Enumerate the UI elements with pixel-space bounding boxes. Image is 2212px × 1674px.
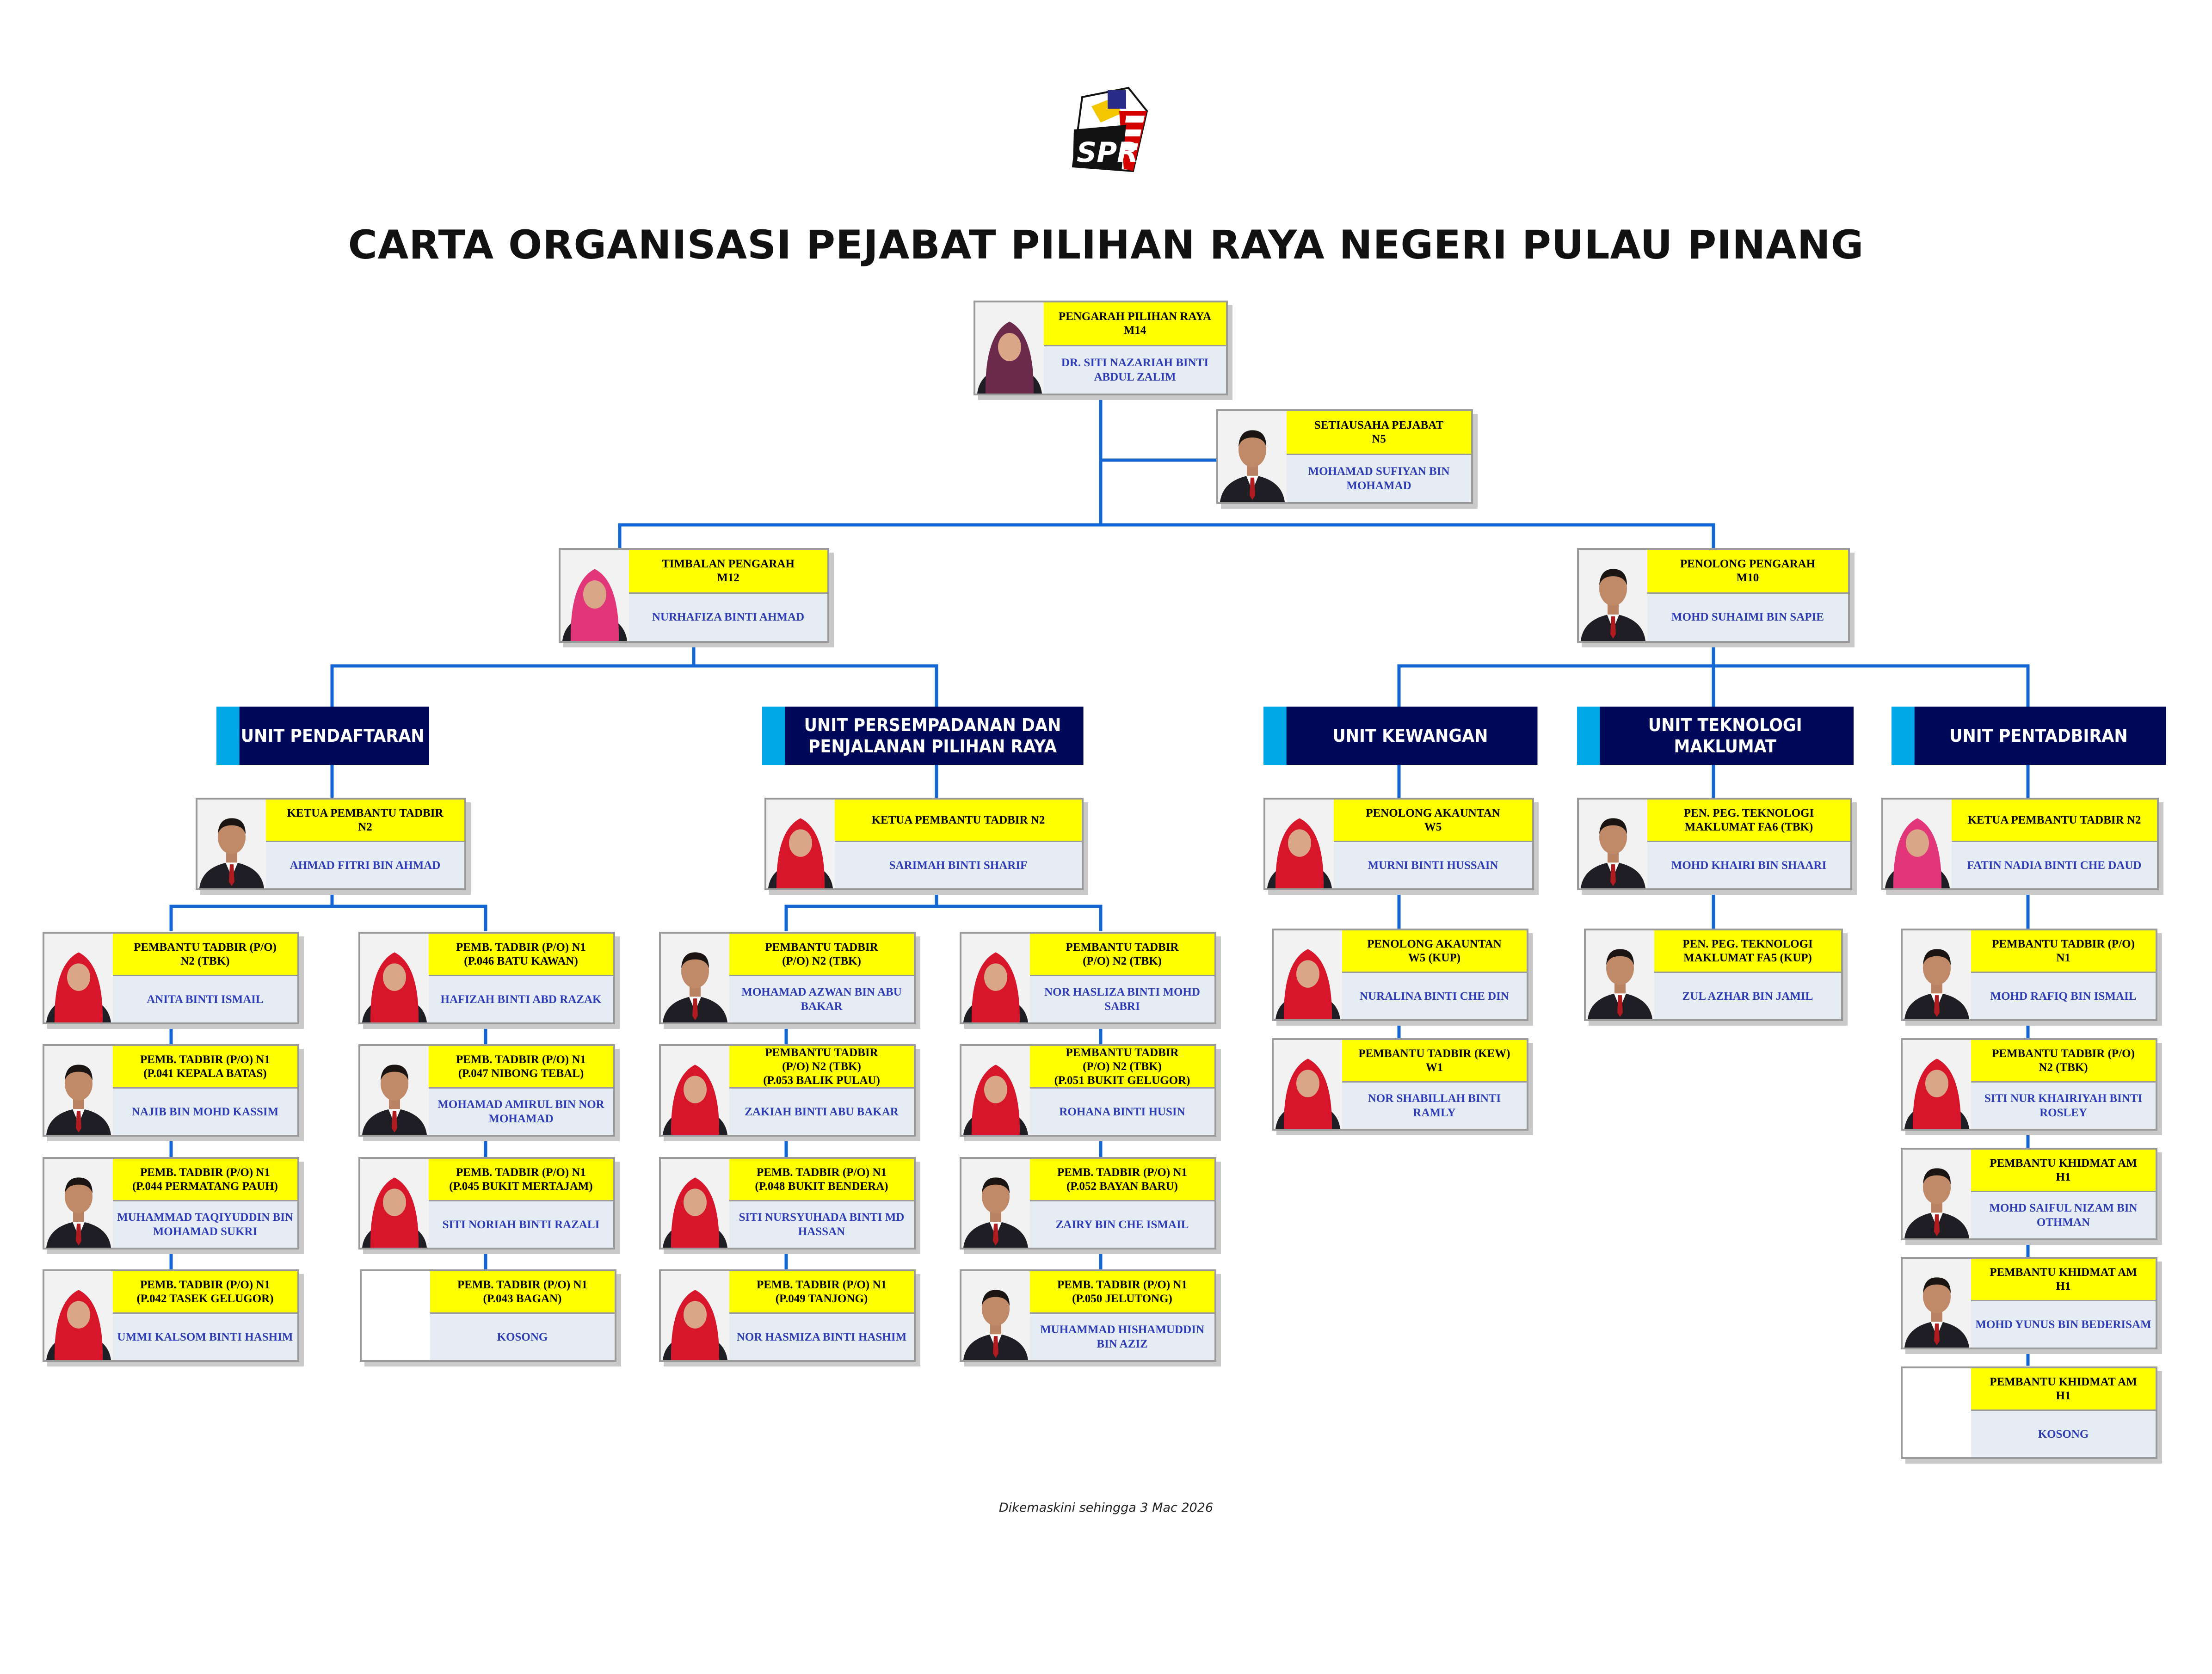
staff-name: MOHD KHAIRI BIN SHAARI xyxy=(1647,842,1850,888)
person-card-pt-ketua xyxy=(1881,798,2159,890)
staff-name: DR. SITI NAZARIAH BINTI ABDUL ZALIM xyxy=(1044,346,1226,394)
position-title: PENOLONG AKAUNTAN W5 xyxy=(1334,800,1532,842)
person-card-pt-3 xyxy=(1901,1148,2157,1240)
logo-text: SPR xyxy=(1077,136,1139,169)
position-title: PEMBANTU KHIDMAT AM H1 xyxy=(1971,1259,2156,1301)
position-title: PEMBANTU TADBIR (P/O) N2 (TBK) xyxy=(729,934,914,976)
portrait-photo xyxy=(961,1271,1031,1360)
person-card-ps-ketua xyxy=(764,798,1084,890)
position-title: PEMBANTU TADBIR (P/O) N2 (TBK) (P.053 BALIK PULAU) xyxy=(729,1046,914,1089)
person-card-setiausaha xyxy=(1216,409,1473,504)
staff-name: HAFIZAH BINTI ABD RAZAK xyxy=(429,976,613,1022)
person-card-tm-2 xyxy=(1584,929,1843,1021)
portrait-photo xyxy=(1265,800,1335,888)
portrait-photo xyxy=(661,934,731,1022)
page-title: CARTA ORGANISASI PEJABAT PILIHAN RAYA NEGERI PULAU PINANG xyxy=(348,222,1864,268)
position-title: PEMB. TADBIR (P/O) N1 (P.041 KEPALA BATAS) xyxy=(113,1046,297,1089)
person-card-pt-1 xyxy=(1901,929,2157,1021)
position-title: PEMBANTU TADBIR (P/O) N2 (TBK) xyxy=(1971,1040,2156,1083)
person-card-kw-1 xyxy=(1263,798,1534,890)
position-title: PEMB. TADBIR (P/O) N1 (P.050 JELUTONG) xyxy=(1030,1271,1214,1314)
vacant-photo xyxy=(1903,1368,1972,1457)
update-note: Dikemaskini sehingga 3 Mac 2026 xyxy=(998,1501,1214,1515)
unit-kewangan xyxy=(1263,707,1537,765)
staff-name: NAJIB BIN MOHD KASSIM xyxy=(113,1089,297,1135)
person-card-pengarah xyxy=(974,301,1228,395)
staff-name: NOR HASMIZA BINTI HASHIM xyxy=(729,1314,914,1360)
person-card-pd-6 xyxy=(358,1044,615,1137)
position-title: PEMBANTU KHIDMAT AM H1 xyxy=(1971,1150,2156,1192)
staff-name: MOHAMAD AZWAN BIN ABU BAKAR xyxy=(729,976,914,1022)
portrait-photo xyxy=(1274,1040,1343,1129)
staff-name: AHMAD FITRI BIN AHMAD xyxy=(266,842,464,888)
staff-name: ZAIRY BIN CHE ISMAIL xyxy=(1030,1201,1214,1248)
portrait-photo xyxy=(360,1159,430,1248)
position-title: PEMB. TADBIR (P/O) N1 (P.046 BATU KAWAN) xyxy=(429,934,613,976)
position-title: PEMB. TADBIR (P/O) N1 (P.043 BAGAN) xyxy=(430,1271,615,1314)
staff-name: MUHAMMAD HISHAMUDDIN BIN AZIZ xyxy=(1030,1314,1214,1360)
portrait-photo xyxy=(1274,930,1343,1019)
portrait-photo xyxy=(1903,930,1972,1019)
unit-label: UNIT PERSEMPADANAN DAN PENJALANAN PILIHAN RAYA xyxy=(804,715,1061,757)
position-title: PEN. PEG. TEKNOLOGI MAKLUMAT FA6 (TBK) xyxy=(1647,800,1850,842)
position-title: PEMBANTU TADBIR (P/O) N1 xyxy=(1971,930,2156,973)
person-card-kw-3 xyxy=(1272,1038,1528,1131)
staff-name: FATIN NADIA BINTI CHE DAUD xyxy=(1952,842,2157,888)
position-title: PENOLONG AKAUNTAN W5 (KUP) xyxy=(1342,930,1527,973)
person-card-pd-ketua xyxy=(196,798,466,890)
portrait-photo xyxy=(360,934,430,1022)
staff-name: SARIMAH BINTI SHARIF xyxy=(835,842,1082,888)
portrait-photo xyxy=(44,1271,114,1360)
unit-tab-accent xyxy=(1892,707,1915,765)
unit-tab-accent xyxy=(216,707,240,765)
person-card-pd-4 xyxy=(43,1269,299,1362)
vacant-photo xyxy=(362,1271,431,1360)
unit-tab-accent xyxy=(762,707,785,765)
person-card-pd-5 xyxy=(358,932,615,1024)
staff-name: MOHD RAFIQ BIN ISMAIL xyxy=(1971,973,2156,1019)
portrait-photo xyxy=(975,302,1045,394)
person-card-pd-3 xyxy=(43,1157,299,1249)
unit-teknologi-maklumat xyxy=(1577,707,1854,765)
position-title: PEMB. TADBIR (P/O) N1 (P.048 BUKIT BENDERA) xyxy=(729,1159,914,1201)
staff-name: KOSONG xyxy=(1971,1411,2156,1457)
staff-name: SITI NORIAH BINTI RAZALI xyxy=(429,1201,613,1248)
staff-name: ZUL AZHAR BIN JAMIL xyxy=(1654,973,1841,1019)
portrait-photo xyxy=(197,800,267,888)
position-title: PEMBANTU TADBIR (P/O) N2 (TBK) xyxy=(113,934,297,976)
portrait-photo xyxy=(1903,1259,1972,1348)
position-title: PENGARAH PILIHAN RAYA M14 xyxy=(1044,302,1226,346)
person-card-ps-6 xyxy=(960,1044,1216,1137)
person-card-pd-7 xyxy=(358,1157,615,1249)
unit-label: UNIT KEWANGAN xyxy=(1332,726,1488,746)
portrait-photo xyxy=(661,1271,731,1360)
position-title: PEMB. TADBIR (P/O) N1 (P.047 NIBONG TEBAL) xyxy=(429,1046,613,1089)
portrait-photo xyxy=(561,550,630,641)
unit-label: UNIT PENTADBIRAN xyxy=(1949,726,2128,746)
portrait-photo xyxy=(661,1046,731,1135)
unit-tab-accent xyxy=(1577,707,1600,765)
portrait-photo xyxy=(1903,1040,1972,1129)
unit-pendaftaran xyxy=(216,707,429,765)
unit-label: UNIT PENDAFTARAN xyxy=(240,726,425,746)
person-card-timbalan xyxy=(559,548,829,643)
staff-name: ROHANA BINTI HUSIN xyxy=(1030,1089,1214,1135)
staff-name: SITI NURSYUHADA BINTI MD HASSAN xyxy=(729,1201,914,1248)
staff-name: MOHD YUNUS BIN BEDERISAM xyxy=(1971,1301,2156,1348)
staff-name: MOHD SAIFUL NIZAM BIN OTHMAN xyxy=(1971,1192,2156,1238)
position-title: PEMBANTU TADBIR (P/O) N2 (TBK) xyxy=(1030,934,1214,976)
portrait-photo xyxy=(1586,930,1656,1019)
staff-name: NURALINA BINTI CHE DIN xyxy=(1342,973,1527,1019)
person-card-pd-1 xyxy=(43,932,299,1024)
portrait-photo xyxy=(1218,411,1288,502)
portrait-photo xyxy=(1579,800,1649,888)
portrait-photo xyxy=(1883,800,1953,888)
position-title: PEMBANTU TADBIR (KEW) W1 xyxy=(1342,1040,1527,1083)
position-title: PEN. PEG. TEKNOLOGI MAKLUMAT FA5 (KUP) xyxy=(1654,930,1841,973)
portrait-photo xyxy=(44,934,114,1022)
staff-name: SITI NUR KHAIRIYAH BINTI ROSLEY xyxy=(1971,1083,2156,1129)
staff-name: UMMI KALSOM BINTI HASHIM xyxy=(113,1314,297,1360)
position-title: PEMB. TADBIR (P/O) N1 (P.042 TASEK GELUGOR) xyxy=(113,1271,297,1314)
unit-pentadbiran xyxy=(1892,707,2166,765)
person-card-pd-2 xyxy=(43,1044,299,1137)
portrait-photo xyxy=(961,1046,1031,1135)
portrait-photo xyxy=(360,1046,430,1135)
unit-persempadanan xyxy=(762,707,1084,765)
staff-name: MUHAMMAD TAQIYUDDIN BIN MOHAMAD SUKRI xyxy=(113,1201,297,1248)
person-card-pt-4 xyxy=(1901,1257,2157,1349)
person-card-ps-7 xyxy=(960,1157,1216,1249)
position-title: KETUA PEMBANTU TADBIR N2 xyxy=(1952,800,2157,842)
staff-name: KOSONG xyxy=(430,1314,615,1360)
person-card-ps-2 xyxy=(659,1044,916,1137)
person-card-ps-8 xyxy=(960,1269,1216,1362)
person-card-ps-5 xyxy=(960,932,1216,1024)
staff-name: NOR HASLIZA BINTI MOHD SABRI xyxy=(1030,976,1214,1022)
portrait-photo xyxy=(1579,550,1649,641)
person-card-tm-1 xyxy=(1577,798,1852,890)
person-card-pd-8 xyxy=(360,1269,616,1362)
position-title: PEMBANTU KHIDMAT AM H1 xyxy=(1971,1368,2156,1411)
portrait-photo xyxy=(961,1159,1031,1248)
position-title: KETUA PEMBANTU TADBIR N2 xyxy=(266,800,464,842)
portrait-photo xyxy=(1903,1150,1972,1238)
portrait-photo xyxy=(766,800,836,888)
portrait-photo xyxy=(961,934,1031,1022)
staff-name: ZAKIAH BINTI ABU BAKAR xyxy=(729,1089,914,1135)
person-card-pt-2 xyxy=(1901,1038,2157,1131)
position-title: TIMBALAN PENGARAH M12 xyxy=(629,550,827,594)
person-card-ps-3 xyxy=(659,1157,916,1249)
staff-name: ANITA BINTI ISMAIL xyxy=(113,976,297,1022)
position-title: PEMB. TADBIR (P/O) N1 (P.052 BAYAN BARU) xyxy=(1030,1159,1214,1201)
staff-name: NURHAFIZA BINTI AHMAD xyxy=(629,594,827,641)
portrait-photo xyxy=(661,1159,731,1248)
staff-name: MOHAMAD AMIRUL BIN NOR MOHAMAD xyxy=(429,1089,613,1135)
staff-name: NOR SHABILLAH BINTI RAMLY xyxy=(1342,1083,1527,1129)
position-title: PEMB. TADBIR (P/O) N1 (P.044 PERMATANG PAUH) xyxy=(113,1159,297,1201)
staff-name: MURNI BINTI HUSSAIN xyxy=(1334,842,1532,888)
person-card-ps-4 xyxy=(659,1269,916,1362)
staff-name: MOHD SUHAIMI BIN SAPIE xyxy=(1647,594,1848,641)
person-card-ps-1 xyxy=(659,932,916,1024)
staff-name: MOHAMAD SUFIYAN BIN MOHAMAD xyxy=(1287,455,1471,502)
portrait-photo xyxy=(44,1046,114,1135)
position-title: PEMB. TADBIR (P/O) N1 (P.045 BUKIT MERTAJAM) xyxy=(429,1159,613,1201)
person-card-pt-5 xyxy=(1901,1366,2157,1459)
unit-tab-accent xyxy=(1263,707,1287,765)
position-title: SETIAUSAHA PEJABAT N5 xyxy=(1287,411,1471,455)
portrait-photo xyxy=(44,1159,114,1248)
person-card-kw-2 xyxy=(1272,929,1528,1021)
unit-label: UNIT TEKNOLOGI MAKLUMAT xyxy=(1648,715,1802,757)
position-title: PEMB. TADBIR (P/O) N1 (P.049 TANJONG) xyxy=(729,1271,914,1314)
position-title: KETUA PEMBANTU TADBIR N2 xyxy=(835,800,1082,842)
position-title: PENOLONG PENGARAH M10 xyxy=(1647,550,1848,594)
person-card-penolong xyxy=(1577,548,1850,643)
spr-logo xyxy=(1064,79,1152,176)
position-title: PEMBANTU TADBIR (P/O) N2 (TBK) (P.051 BUKIT GELUGOR) xyxy=(1030,1046,1214,1089)
